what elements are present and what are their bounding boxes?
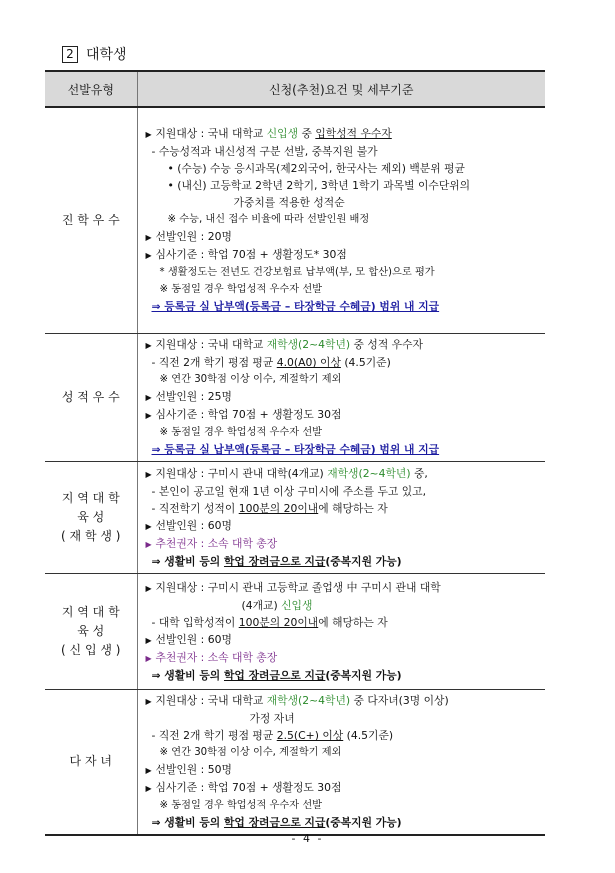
- triangle-bullet-icon: ▶: [145, 539, 152, 549]
- note-item: ※ 연간 30학점 이상 이수, 계절학기 제외: [159, 374, 342, 385]
- list-item: (4개교) 신입생: [241, 598, 313, 612]
- list-item: • (수능) 수능 응시과목(제2외국어, 한국사는 제외) 백분위 평균: [167, 162, 465, 176]
- note-item: ※ 동점일 경우 학업성적 우수자 선발: [159, 284, 323, 296]
- list-item: 가중치를 적용한 성적순: [233, 196, 345, 210]
- triangle-bullet-icon: ▶: [145, 469, 152, 479]
- triangle-bullet-icon: ▶: [145, 583, 152, 593]
- list-item: - 직전학기 성적이 100분의 20이내에 해당하는 자: [151, 501, 388, 515]
- row-type-cell: [45, 689, 137, 835]
- note-item: ※ 동점일 경우 학업성적 우수자 선발: [159, 800, 323, 812]
- list-item: ▶ 지원대상 : 구미시 관내 고등학교 졸업생 中 구미시 관내 대학: [146, 579, 546, 597]
- list-item: - 대학 입학성적이 100분의 20이내에 해당하는 자: [151, 615, 388, 629]
- list-item: ▶ 선발인원 : 50명: [146, 761, 546, 779]
- list-item: ▶ 선발인원 : 20명: [146, 228, 546, 246]
- triangle-bullet-icon: ▶: [145, 653, 152, 663]
- note-item: * 생활정도는 전년도 건강보험료 납부액(부, 모 합산)으로 평가: [159, 267, 435, 279]
- note-item: ※ 수능, 내신 접수 비율에 따라 선발인원 배정: [167, 214, 370, 226]
- table-row: [45, 573, 545, 689]
- page-number: - 4 -: [291, 832, 324, 845]
- list-item: ▶ 지원대상 : 국내 대학교 재학생(2~4학년) 중 다자녀(3명 이상): [146, 692, 546, 710]
- triangle-bullet-icon: ▶: [145, 233, 152, 243]
- row-type-cell: [45, 573, 137, 689]
- row-type-label: ( 재 학 생 ): [61, 528, 121, 543]
- list-item: - 수능성적과 내신성적 구분 선발, 중복지원 불가: [151, 145, 378, 159]
- header-selection-type: 선발유형: [45, 71, 137, 107]
- header-criteria: 신청(추천)요건 및 세부기준: [137, 71, 545, 107]
- table-header-row: [45, 71, 545, 107]
- row-type-label: 지 역 대 학: [61, 604, 120, 619]
- table-row: [45, 107, 545, 333]
- triangle-bullet-icon: ▶: [145, 635, 152, 645]
- list-item: ▶ 선발인원 : 25명: [146, 388, 546, 406]
- triangle-bullet-icon: ▶: [145, 393, 152, 402]
- section-title: [62, 44, 127, 64]
- payment-summary: ⇒ 생활비 등의 학업 장려금으로 지급(중복지원 가능): [151, 668, 402, 682]
- row-type-label: 다 자 녀: [69, 754, 112, 769]
- triangle-bullet-icon: ▶: [145, 341, 152, 350]
- list-item: - 직전 2개 학기 평점 평균 4.0(A0) 이상 (4.5기준): [151, 356, 391, 369]
- list-item: - 직전 2개 학기 평점 평균 2.5(C+) 이상 (4.5기준): [151, 729, 394, 743]
- note-item: ※ 동점일 경우 학업성적 우수자 선발: [159, 427, 323, 438]
- list-item: ▶ 지원대상 : 국내 대학교 신입생 중 입학성적 우수자: [146, 125, 546, 143]
- triangle-bullet-icon: ▶: [145, 697, 152, 707]
- list-item: ▶ 추천권자 : 소속 대학 총장: [146, 649, 546, 667]
- table-row: [45, 333, 545, 461]
- row-content-cell: [137, 573, 545, 689]
- triangle-bullet-icon: ▶: [145, 130, 152, 140]
- list-item: • (내신) 고등학교 2학년 2학기, 3학년 1학기 과목별 이수단위의: [167, 179, 471, 193]
- list-item: - 본인이 공고일 현재 1년 이상 구미시에 주소를 두고 있고,: [151, 484, 427, 498]
- row-type-cell: [45, 107, 137, 333]
- row-type-label: 육 성: [77, 509, 105, 524]
- triangle-bullet-icon: ▶: [145, 766, 152, 776]
- list-item: ▶ 지원대상 : 구미시 관내 대학(4개교) 재학생(2~4학년) 중,: [146, 465, 546, 483]
- list-item: 가정 자녀: [249, 712, 295, 726]
- triangle-bullet-icon: ▶: [145, 784, 152, 794]
- payment-summary: ⇒ 등록금 실 납부액(등록금 – 타장학금 수혜금) 범위 내 지급: [151, 300, 440, 314]
- list-item: ▶ 심사기준 : 학업 70점 + 생활정도 30점: [146, 406, 546, 424]
- note-item: ※ 연간 30학점 이상 이수, 계절학기 제외: [159, 747, 342, 759]
- list-item: ▶ 선발인원 : 60명: [146, 517, 546, 535]
- payment-summary: ⇒ 생활비 등의 학업 장려금으로 지급(중복지원 가능): [151, 816, 402, 830]
- row-content-cell: [137, 689, 545, 835]
- table-row: [45, 461, 545, 573]
- row-type-label: ( 신 입 생 ): [61, 642, 121, 657]
- triangle-bullet-icon: ▶: [145, 521, 152, 531]
- list-item: ▶ 심사기준 : 학업 70점 + 생활정도 30점: [146, 779, 546, 797]
- payment-summary: ⇒ 등록금 실 납부액(등록금 – 타장학금 수혜금) 범위 내 지급: [151, 443, 440, 456]
- list-item: ▶ 추천권자 : 소속 대학 총장: [146, 535, 546, 553]
- row-type-cell: [45, 461, 137, 573]
- row-type-cell: [45, 333, 137, 461]
- list-item: ▶ 지원대상 : 국내 대학교 재학생(2~4학년) 중 성적 우수자: [146, 336, 546, 354]
- row-content-cell: [137, 333, 545, 461]
- row-content-cell: [137, 107, 545, 333]
- triangle-bullet-icon: ▶: [145, 411, 152, 420]
- section-number-box: 2: [62, 46, 78, 63]
- payment-summary: ⇒ 생활비 등의 학업 장려금으로 지급(중복지원 가능): [151, 554, 402, 568]
- triangle-bullet-icon: ▶: [145, 251, 152, 261]
- row-type-label: 지 역 대 학: [61, 490, 120, 505]
- row-type-label: 육 성: [77, 623, 105, 638]
- row-type-label: 진 학 우 수: [61, 212, 120, 227]
- list-item: ▶ 심사기준 : 학업 70점 + 생활정도* 30점: [146, 246, 546, 264]
- table-row: [45, 689, 545, 835]
- selection-criteria-table: [45, 70, 545, 836]
- list-item: ▶ 선발인원 : 60명: [146, 631, 546, 649]
- row-type-label: 성 적 우 수: [61, 389, 120, 404]
- section-title-text: 대학생: [86, 47, 127, 63]
- row-content-cell: [137, 461, 545, 573]
